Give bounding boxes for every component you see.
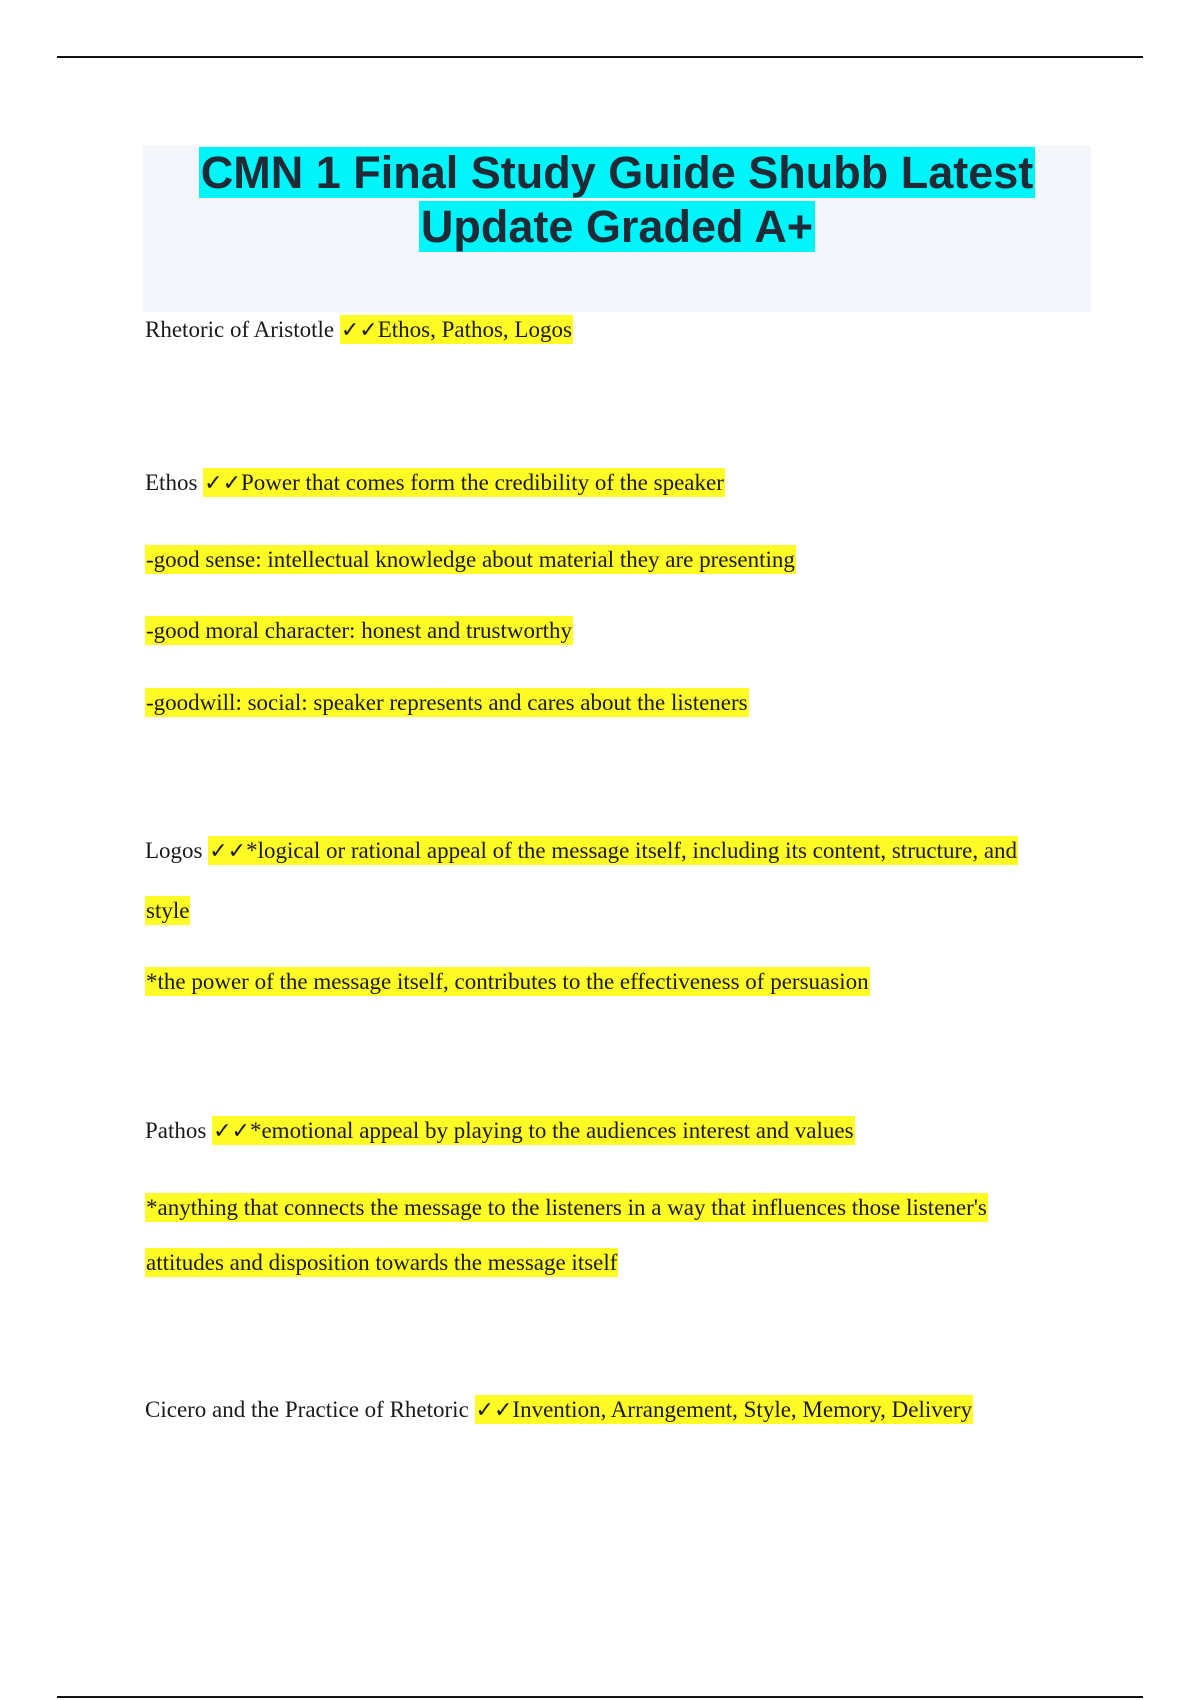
detail-text: *anything that connects the message to the listeners in a way that influences those listener's [146, 1195, 987, 1220]
definition-highlight [340, 315, 573, 344]
detail-text: -good moral character: honest and trustworthy [146, 618, 573, 643]
document-title [143, 146, 1091, 254]
definition-highlight [475, 1395, 974, 1424]
double-check-icon: ✓✓ [209, 839, 247, 864]
detail-text: -good sense: intellectual knowledge about material they are presenting [146, 547, 795, 572]
detail-text: -goodwill: social: speaker represents and cares about the listeners [146, 690, 748, 715]
definition-text-cont: style [146, 898, 190, 923]
pathos-detail-2 [145, 1248, 618, 1278]
ethos-detail-2 [145, 616, 573, 646]
term-label: Cicero and the Practice of Rhetoric [145, 1397, 469, 1422]
term-label: Pathos [145, 1118, 207, 1143]
logos-detail-1 [145, 967, 870, 997]
definition-highlight [212, 1116, 854, 1145]
detail-text: attitudes and disposition towards the message itself [146, 1250, 618, 1275]
definition-text: Ethos, Pathos, Logos [377, 317, 572, 342]
title-block [143, 146, 1091, 312]
top-rule [57, 56, 1143, 58]
pathos-detail-1 [145, 1193, 988, 1223]
term-label: Rhetoric of Aristotle [145, 317, 335, 342]
term-label: Logos [145, 838, 203, 863]
double-check-icon: ✓✓ [340, 318, 378, 343]
detail-text: *the power of the message itself, contributes to the effectiveness of persuasion [146, 969, 869, 994]
entry-logos [145, 836, 1018, 867]
definition-text: *emotional appeal by playing to the audiences interest and values [249, 1118, 854, 1143]
definition-text: Invention, Arrangement, Style, Memory, Delivery [512, 1397, 973, 1422]
double-check-icon: ✓✓ [213, 1119, 250, 1144]
title-line-2: Update Graded A+ [420, 201, 814, 252]
definition-highlight [203, 468, 725, 497]
term-label: Ethos [145, 470, 198, 495]
double-check-icon: ✓✓ [475, 1398, 513, 1423]
definition-text: Power that comes form the credibility of the speaker [241, 470, 724, 495]
ethos-detail-1 [145, 545, 796, 575]
definition-highlight [208, 836, 1018, 865]
definition-text: *logical or rational appeal of the message itself, including its content, structure, and [246, 838, 1018, 863]
entry-ethos [145, 468, 725, 499]
bottom-rule [57, 1696, 1143, 1698]
double-check-icon: ✓✓ [204, 471, 242, 496]
entry-pathos [145, 1116, 855, 1147]
title-line-1: CMN 1 Final Study Guide Shubb Latest [200, 147, 1034, 198]
ethos-detail-3 [145, 688, 749, 718]
entry-rhetoric-of-aristotle [145, 315, 573, 346]
entry-cicero [145, 1395, 973, 1426]
logos-definition-continued [145, 896, 190, 926]
